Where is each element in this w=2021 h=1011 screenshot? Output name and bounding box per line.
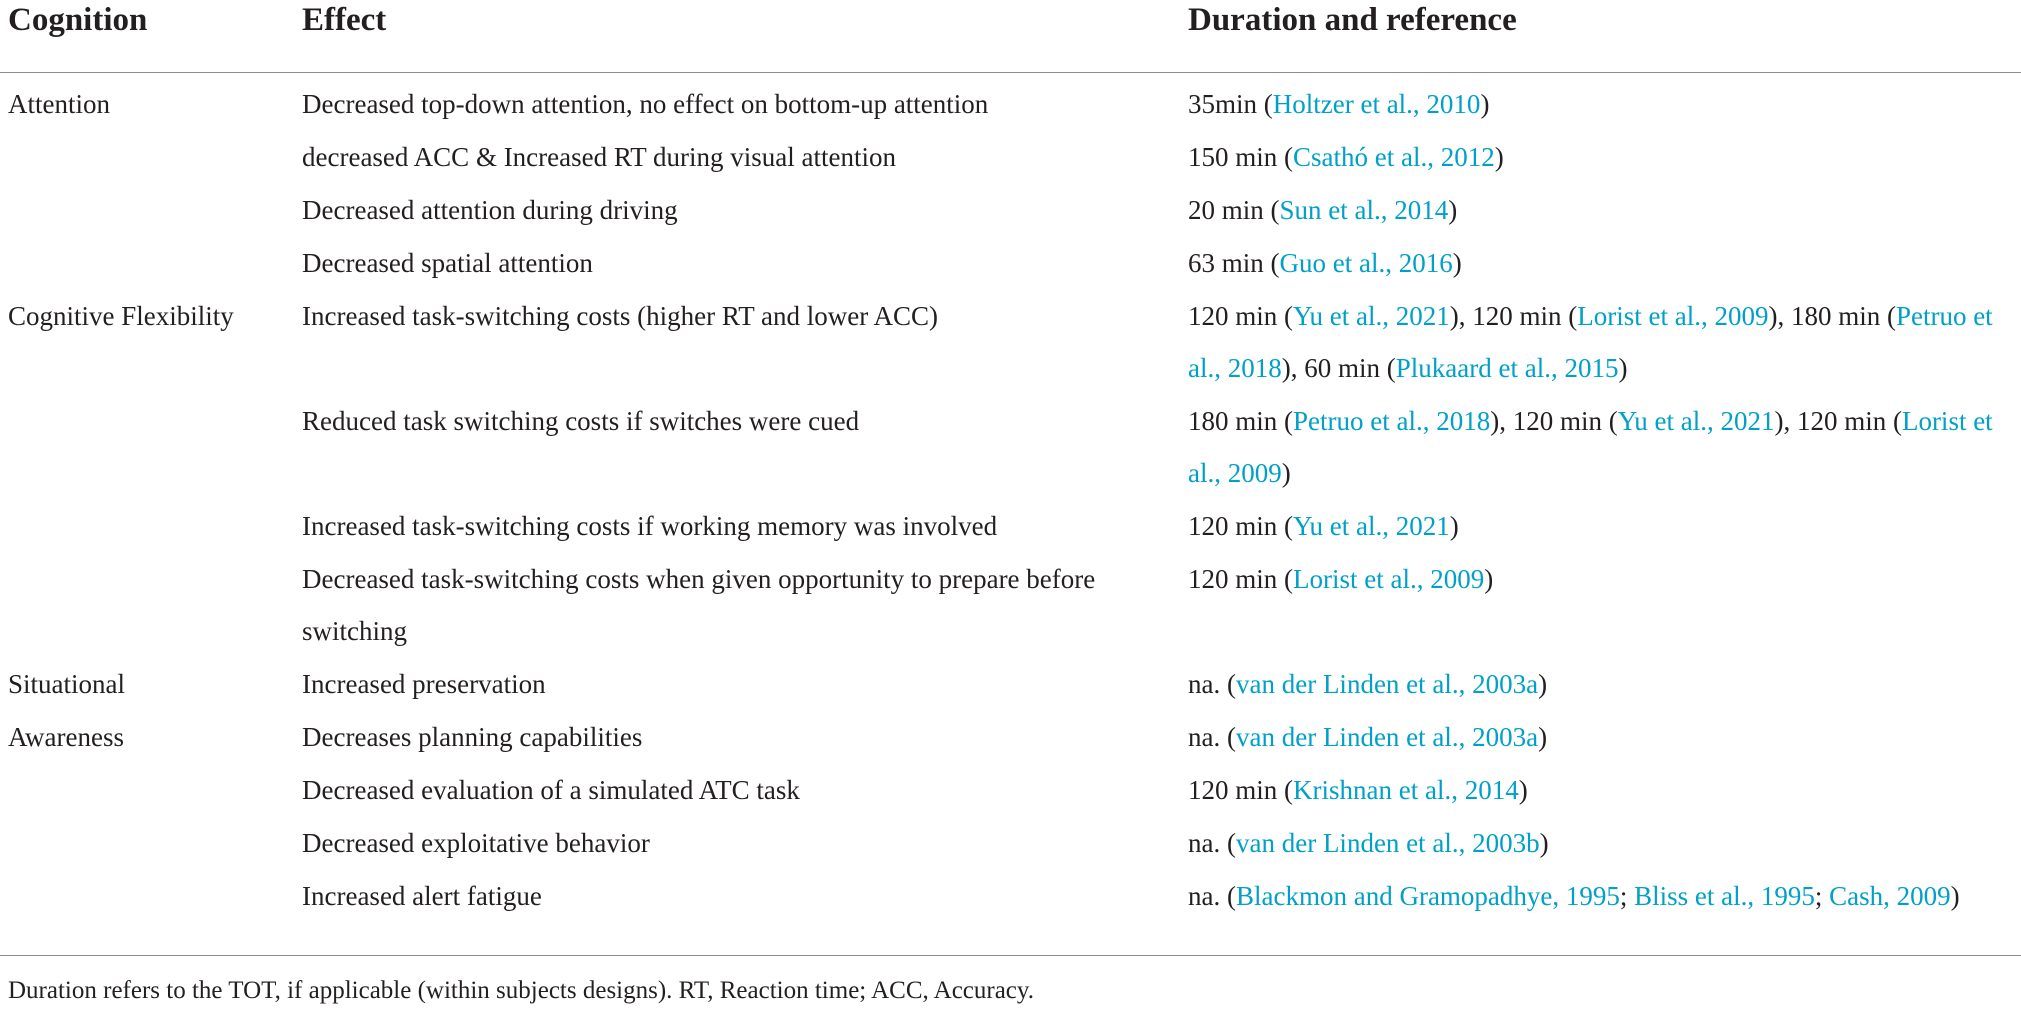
duration-cell: [1188, 711, 2014, 763]
duration-text: 120 min (: [1188, 564, 1293, 594]
effect-cell: Decreased attention during driving: [302, 195, 678, 225]
duration-cell: [1188, 817, 2014, 869]
duration-text: ;: [1619, 881, 1635, 911]
reference-link[interactable]: Sun et al., 2014: [1279, 195, 1449, 225]
duration-text: 20 min (: [1188, 195, 1280, 225]
duration-text: 35min (: [1188, 89, 1273, 119]
duration-text: ), 180 min (: [1768, 301, 1896, 331]
duration-text: 120 min (: [1188, 511, 1293, 541]
reference-link[interactable]: Blackmon and Gramopadhye, 1995: [1235, 881, 1620, 911]
duration-text: na. (: [1188, 828, 1236, 858]
duration-cell: [1188, 658, 2014, 710]
duration-text: ): [1480, 89, 1490, 119]
duration-text: ): [1281, 458, 1291, 488]
duration-text: ), 60 min (: [1281, 353, 1396, 383]
effect-cell: Decreases planning capabilities: [302, 722, 643, 752]
duration-text: ), 120 min (: [1490, 406, 1618, 436]
effect-cell: Decreased task-switching costs when given opportunity to prepare before switching: [302, 564, 1096, 646]
cognition-cell: Attention: [8, 89, 110, 119]
header-rule: [0, 72, 2021, 73]
reference-link[interactable]: van der Linden et al., 2003a: [1235, 722, 1539, 752]
duration-cell: [1188, 500, 2014, 552]
duration-text: ): [1448, 195, 1458, 225]
reference-link[interactable]: Lorist et al., 2009: [1293, 564, 1485, 594]
effect-cell: Increased alert fatigue: [302, 881, 542, 911]
reference-link[interactable]: Petruo et al., 2018: [1293, 406, 1491, 436]
header-cognition: Cognition: [8, 2, 148, 38]
effect-cell: Decreased exploitative behavior: [302, 828, 650, 858]
effect-cell: Reduced task switching costs if switches were cued: [302, 406, 860, 436]
duration-text: ;: [1814, 881, 1830, 911]
reference-link[interactable]: Lorist et al., 2009: [1577, 301, 1769, 331]
duration-text: ), 120 min (: [1774, 406, 1902, 436]
duration-text: na. (: [1188, 881, 1236, 911]
effect-cell: Decreased spatial attention: [302, 248, 593, 278]
effect-cell: Increased preservation: [302, 669, 546, 699]
reference-link[interactable]: Cash, 2009: [1829, 881, 1951, 911]
duration-cell: [1188, 395, 2014, 499]
reference-link[interactable]: Yu et al., 2021: [1293, 301, 1450, 331]
duration-text: ): [1494, 142, 1504, 172]
duration-text: ), 120 min (: [1449, 301, 1578, 331]
reference-link[interactable]: Holtzer et al., 2010: [1272, 89, 1481, 119]
cognition-cell: Situational: [8, 669, 125, 699]
duration-text: ): [1538, 722, 1548, 752]
effect-cell: decreased ACC & Increased RT during visual attention: [302, 142, 896, 172]
effect-cell: Increased task-switching costs if working memory was involved: [302, 511, 998, 541]
duration-cell: [1188, 764, 2014, 816]
reference-link[interactable]: van der Linden et al., 2003b: [1235, 828, 1540, 858]
duration-text: ): [1452, 248, 1462, 278]
reference-link[interactable]: van der Linden et al., 2003a: [1235, 669, 1539, 699]
reference-link[interactable]: Petruo et al., 2018: [1188, 301, 1993, 383]
reference-link[interactable]: Plukaard et al., 2015: [1395, 353, 1619, 383]
duration-text: 120 min (: [1188, 775, 1293, 805]
duration-text: ): [1950, 881, 1960, 911]
reference-link[interactable]: Bliss et al., 1995: [1634, 881, 1815, 911]
header-duration: Duration and reference: [1188, 2, 1517, 38]
duration-text: ): [1618, 353, 1628, 383]
table-footnote: Duration refers to the TOT, if applicable (within subjects designs). RT, Reaction time; ACC, Accuracy.: [8, 977, 1035, 1004]
duration-text: ): [1449, 511, 1459, 541]
duration-text: ): [1484, 564, 1494, 594]
footer-rule: [0, 955, 2021, 956]
duration-cell: [1188, 290, 2014, 394]
duration-cell: [1188, 553, 2014, 605]
effect-cell: Decreased top-down attention, no effect on bottom-up attention: [302, 89, 989, 119]
cognition-cell: Cognitive Flexibility: [8, 301, 234, 331]
reference-link[interactable]: Yu et al., 2021: [1293, 511, 1450, 541]
header-effect: Effect: [302, 2, 387, 38]
duration-text: 180 min (: [1188, 406, 1293, 436]
duration-cell: [1188, 131, 2014, 183]
duration-text: 150 min (: [1188, 142, 1293, 172]
duration-cell: [1188, 184, 2014, 236]
duration-text: ): [1539, 828, 1549, 858]
duration-text: na. (: [1188, 722, 1236, 752]
duration-text: ): [1538, 669, 1548, 699]
effect-cell: Increased task-switching costs (higher RT and lower ACC): [302, 301, 938, 331]
reference-link[interactable]: Guo et al., 2016: [1279, 248, 1453, 278]
duration-cell: [1188, 870, 2014, 922]
duration-cell: [1188, 78, 2014, 130]
reference-link[interactable]: Krishnan et al., 2014: [1293, 775, 1519, 805]
duration-cell: [1188, 237, 2014, 289]
reference-link[interactable]: Csathó et al., 2012: [1293, 142, 1495, 172]
cognition-cell: Awareness: [8, 722, 124, 752]
reference-link[interactable]: Yu et al., 2021: [1617, 406, 1775, 436]
effect-cell: Decreased evaluation of a simulated ATC task: [302, 775, 800, 805]
duration-text: 120 min (: [1188, 301, 1293, 331]
duration-text: 63 min (: [1188, 248, 1280, 278]
duration-text: na. (: [1188, 669, 1236, 699]
reference-link[interactable]: Lorist et al., 2009: [1188, 406, 1993, 488]
duration-text: ): [1518, 775, 1528, 805]
